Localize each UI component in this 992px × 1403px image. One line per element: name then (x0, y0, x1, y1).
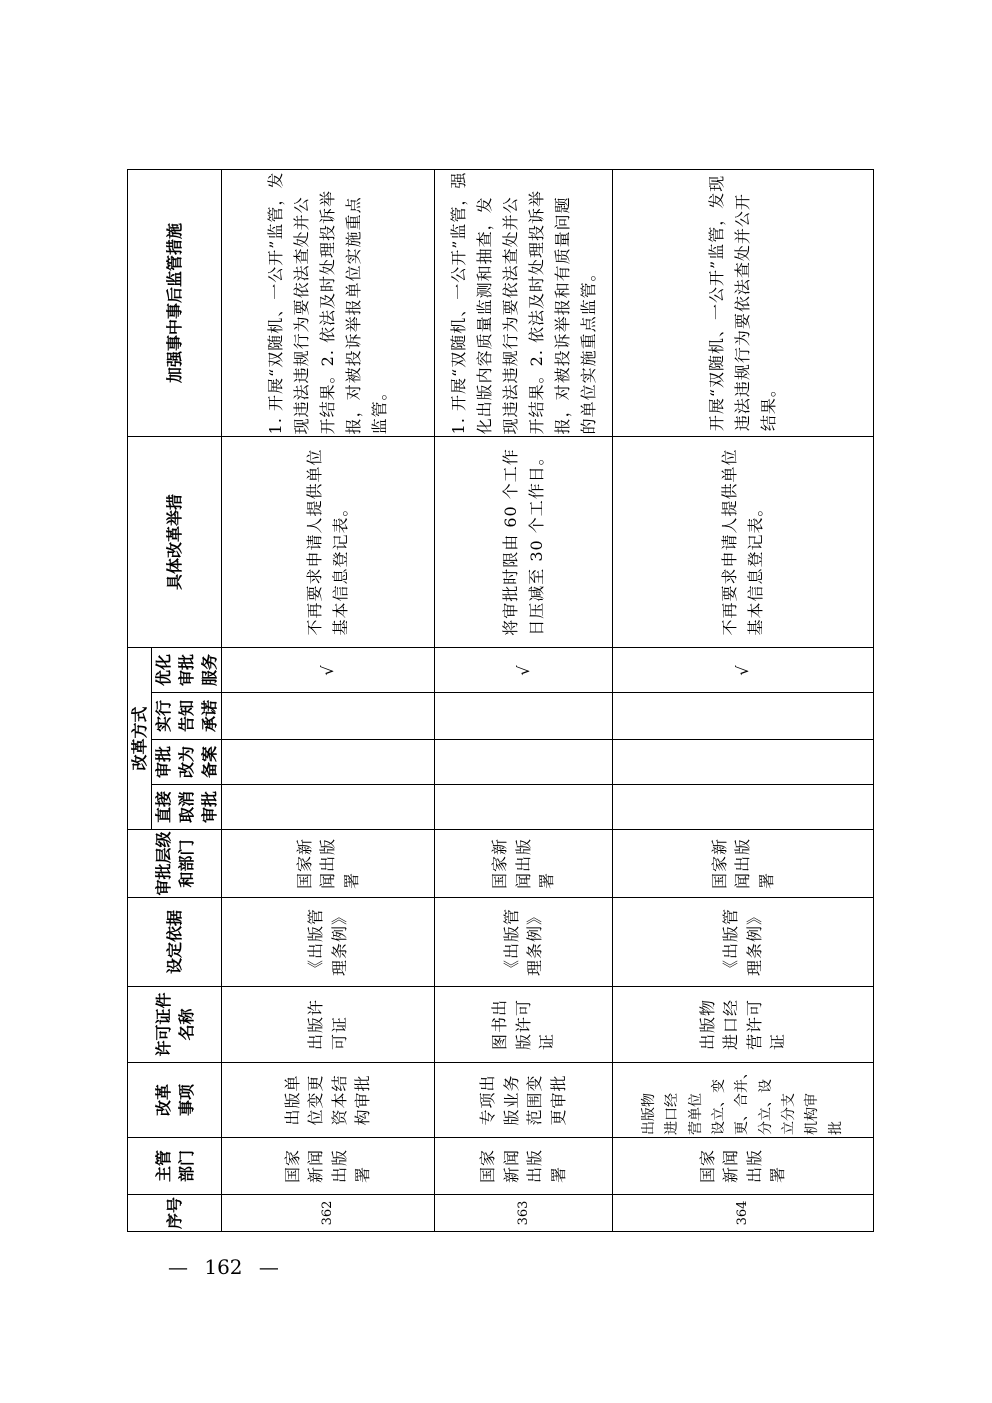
cell-line: 化出版内容质量监测和抽查，发 (474, 196, 494, 435)
license-text (304, 999, 351, 1050)
cell-line: 不再要求申请人提供单位 (720, 448, 739, 636)
item-cell (222, 1063, 435, 1138)
cell-line: 新闻 (721, 1149, 741, 1184)
check-mark: √ (513, 664, 533, 676)
header-line: 优化 (154, 653, 173, 686)
cell-line: 构审批 (353, 1074, 373, 1126)
header-mode-cancel (152, 785, 222, 830)
cell-line: 《出版管 (721, 908, 741, 977)
cell-line: 新闻 (306, 1149, 326, 1184)
header-line: 改为 (177, 746, 196, 779)
cell-line: 理条例》 (329, 908, 349, 977)
header-line: 审批 (200, 791, 219, 824)
header-mode-cancel-label (152, 791, 221, 823)
header-supervision-label: 加强事中事后监管措施 (165, 222, 184, 383)
header-line: 审批 (177, 653, 196, 686)
header-level-label (152, 832, 198, 896)
cell-line: 版许可 (513, 999, 533, 1051)
mode-notify-cell (613, 693, 874, 740)
supervision-cell (613, 169, 874, 436)
basis-cell (435, 898, 613, 987)
cell-line: 新闻 (501, 1149, 521, 1184)
header-mode-label: 改革方式 (130, 706, 149, 771)
dept-text (281, 1149, 375, 1183)
header-seq-label: 序号 (165, 1197, 184, 1230)
seq-number: 364 (735, 1200, 750, 1226)
dept-text (476, 1149, 570, 1183)
header-basis (128, 898, 222, 987)
measures-text (498, 448, 550, 636)
cell-line: 闻出版 (733, 838, 752, 890)
measures-text (302, 448, 354, 635)
cell-line: 《出版管 (501, 908, 521, 977)
license-text (696, 999, 790, 1050)
cell-line: 闻出版 (318, 838, 337, 890)
mode-notify-cell (222, 693, 435, 740)
cell-line: 立分支 (780, 1093, 797, 1135)
seq-number: 363 (515, 1200, 531, 1226)
cell-line: 现违法违规行为要依法查处并公 (500, 196, 520, 435)
basis-cell (613, 898, 874, 987)
cell-line: 基本信息登记表。 (746, 499, 765, 636)
page-number: — 162 — (168, 1255, 279, 1279)
level-text (293, 838, 364, 889)
table-row (435, 169, 613, 1231)
header-line: 名称 (176, 1008, 196, 1041)
cell-line: 可证 (329, 1016, 349, 1051)
check-mark: √ (733, 664, 752, 676)
cell-line: 闻出版 (513, 838, 533, 890)
cell-line: 出版 (744, 1149, 764, 1184)
mode-cancel-cell (613, 785, 874, 830)
cell-line: 营许可 (744, 999, 764, 1051)
level-cell (222, 830, 435, 898)
license-cell (435, 987, 613, 1063)
cell-line: 证 (537, 1033, 556, 1051)
cell-line: 监管。 (370, 383, 389, 435)
seq-cell (222, 1195, 435, 1232)
mode-cancel-cell (222, 785, 435, 830)
cell-line: 证 (768, 1033, 788, 1051)
cell-line: 的单位实施重点监管。 (578, 264, 598, 435)
cell-line: 1. 开展“双随机、一公开”监管，发 (266, 171, 285, 435)
cell-line: 开展“双随机、一公开”监管，发现 (707, 174, 726, 432)
cell-line: 报，对被投诉举报和有质量问题 (552, 196, 572, 435)
basis-text (500, 908, 547, 976)
measures-cell (613, 436, 874, 647)
table-row (222, 169, 435, 1231)
header-line: 审批 (154, 746, 173, 779)
header-dept (128, 1138, 222, 1195)
mode-optimize-cell (222, 647, 435, 692)
cell-line: 日压减至 30 个工作日。 (526, 448, 546, 636)
cell-line: 营单位 (687, 1093, 704, 1135)
cell-line: 设立、变 (711, 1079, 728, 1135)
mode-optimize-cell (613, 647, 874, 692)
item-cell (435, 1063, 613, 1138)
header-line: 审批层级 (153, 831, 173, 896)
header-mode-notify-label (152, 700, 221, 732)
header-line: 服务 (200, 653, 219, 686)
header-seq (128, 1195, 222, 1232)
measures-text (717, 448, 769, 635)
header-license (128, 987, 222, 1063)
rotated-table-wrapper (127, 170, 864, 1232)
cell-line: 理条例》 (525, 908, 545, 977)
header-line: 许可证件 (153, 992, 173, 1057)
cell-line: 更审批 (548, 1074, 568, 1126)
header-line: 取消 (177, 791, 196, 824)
cell-line: 进口经 (664, 1093, 681, 1135)
supervision-cell (222, 169, 435, 436)
mode-optimize-cell (435, 647, 613, 692)
header-dept-label (152, 1150, 198, 1182)
cell-line: 署 (353, 1166, 373, 1184)
license-cell (613, 987, 874, 1063)
header-mode-notify (152, 693, 222, 740)
level-text (488, 838, 559, 889)
cell-line: 出版物 (697, 999, 717, 1051)
level-cell (435, 830, 613, 898)
basis-cell (222, 898, 435, 987)
item-text (476, 1075, 570, 1126)
cell-line: 出版单 (282, 1074, 302, 1126)
cell-line: 现违法违规行为要依法查处并公 (292, 196, 311, 435)
table-row (613, 169, 874, 1231)
header-line: 部门 (176, 1150, 196, 1183)
cell-line: 国家 (478, 1149, 498, 1184)
level-text (708, 838, 779, 889)
supervision-text (263, 172, 393, 435)
cell-line: 位变更 (306, 1074, 326, 1126)
cell-line: 不再要求申请人提供单位 (305, 448, 324, 636)
header-measures-label: 具体改革举措 (165, 493, 184, 590)
cell-line: 出版 (329, 1149, 349, 1184)
cell-line: 署 (548, 1166, 568, 1184)
cell-line: 图书出 (490, 999, 509, 1051)
cell-line: 开结果。2. 依法及时处理投诉举 (526, 189, 546, 435)
item-cell (613, 1063, 874, 1138)
mode-notify-cell (435, 693, 613, 740)
header-license-label (152, 993, 198, 1057)
supervision-text (704, 175, 782, 431)
header-line: 和部门 (176, 839, 196, 888)
mode-filing-cell (222, 740, 435, 785)
header-mode-optimize (152, 647, 222, 692)
header-mode-optimize-label (152, 654, 221, 686)
cell-line: 1. 开展“双随机、一公开”监管，强 (448, 171, 468, 435)
cell-line: 国家新 (490, 838, 509, 890)
cell-line: 范围变 (525, 1074, 545, 1126)
cell-line: 违法违规行为要依法查处并公开 (733, 193, 752, 432)
cell-line: 报，对被投诉举报单位实施重点 (344, 196, 363, 435)
dept-text (696, 1149, 790, 1183)
cell-line: 开结果。2. 依法及时处理投诉举 (318, 189, 337, 435)
basis-text (719, 908, 766, 976)
header-line: 改革 (153, 1084, 173, 1117)
seq-cell (613, 1195, 874, 1232)
cell-line: 署 (756, 872, 776, 890)
item-text (638, 1065, 848, 1135)
header-item (128, 1063, 222, 1138)
cell-line: 资本结 (329, 1074, 349, 1126)
cell-line: 国家新 (709, 838, 729, 890)
supervision-text (446, 172, 602, 435)
cell-line: 分立、设 (757, 1079, 774, 1135)
cell-line: 国家 (697, 1149, 717, 1184)
cell-line: 署 (537, 872, 556, 890)
header-supervision (128, 169, 222, 436)
header-line: 事项 (176, 1084, 196, 1117)
cell-line: 更、合并、 (734, 1065, 751, 1135)
dept-cell (222, 1138, 435, 1195)
cell-line: 结果。 (759, 380, 778, 432)
cell-line: 《出版管 (306, 908, 326, 977)
header-measures (128, 436, 222, 647)
supervision-cell (435, 169, 613, 436)
cell-line: 版业务 (501, 1074, 521, 1126)
reform-table (127, 169, 874, 1232)
header-level (128, 830, 222, 898)
measures-cell (222, 436, 435, 647)
cell-line: 国家 (282, 1149, 302, 1184)
check-mark: √ (318, 664, 337, 676)
cell-line: 专项出 (478, 1074, 498, 1126)
cell-line: 将审批时限由 60 个工作 (500, 448, 520, 636)
cell-line: 出版许 (306, 999, 326, 1051)
license-cell (222, 987, 435, 1063)
measures-cell (435, 436, 613, 647)
cell-line: 基本信息登记表。 (331, 499, 350, 636)
cell-line: 出版物 (641, 1093, 658, 1135)
level-cell (613, 830, 874, 898)
item-text (281, 1075, 375, 1126)
cell-line: 进口经 (721, 999, 741, 1051)
cell-line: 署 (341, 872, 361, 890)
header-line: 实行 (154, 700, 173, 733)
cell-line: 出版 (525, 1149, 545, 1184)
mode-filing-cell (613, 740, 874, 785)
cell-line: 理条例》 (744, 908, 764, 977)
mode-cancel-cell (435, 785, 613, 830)
header-mode-filing-label (152, 746, 221, 778)
header-mode (128, 647, 152, 829)
dept-cell (435, 1138, 613, 1195)
header-line: 告知 (177, 700, 196, 733)
cell-line: 批 (827, 1121, 844, 1135)
seq-cell (435, 1195, 613, 1232)
header-row (128, 169, 152, 1231)
cell-line: 机构审 (804, 1093, 821, 1135)
header-item-label (152, 1084, 198, 1116)
mode-filing-cell (435, 740, 613, 785)
license-text (488, 999, 559, 1050)
cell-line: 署 (768, 1166, 788, 1184)
basis-text (304, 908, 351, 976)
cell-line: 国家新 (294, 838, 314, 890)
header-basis-label: 设定依据 (165, 910, 184, 975)
header-line: 承诺 (200, 700, 219, 733)
header-line: 直接 (154, 791, 173, 824)
dept-cell (613, 1138, 874, 1195)
header-line: 备案 (200, 746, 219, 779)
header-line: 主管 (153, 1150, 173, 1183)
seq-number: 362 (320, 1200, 335, 1226)
header-mode-filing (152, 740, 222, 785)
